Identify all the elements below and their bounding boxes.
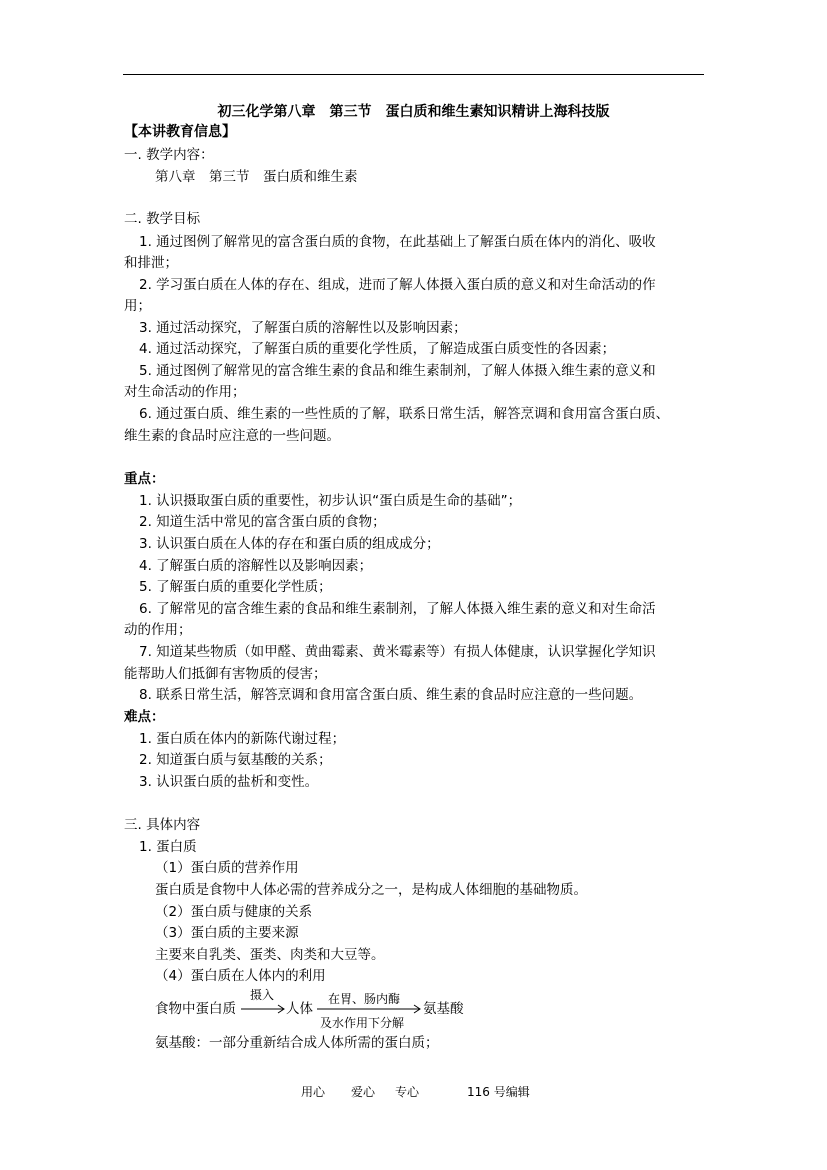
- section-1-body: 第八章 第三节 蛋白质和维生素: [155, 169, 358, 185]
- page-title: 初三化学第八章 第三节 蛋白质和维生素知识精讲上海科技版: [217, 104, 610, 120]
- key-point: 8. 联系日常生活，解答烹调和食用富含蛋白质、维生素的食品时应注意的一些问题。: [139, 687, 643, 703]
- flow-arrow-2-top-label: 在胃、肠内酶: [328, 992, 401, 1006]
- key-point: 5. 了解蛋白质的重要化学性质；: [139, 579, 332, 595]
- goal-line: 4. 通过活动探究，了解蛋白质的重要化学性质，了解造成蛋白质变性的各因素；: [139, 341, 616, 357]
- key-point: 能帮助人们抵御有害物质的侵害；: [124, 666, 327, 682]
- goal-line: 3. 通过活动探究，了解蛋白质的溶解性以及影响因素；: [139, 320, 467, 336]
- flow-arrow-1-label: 摄入: [250, 988, 275, 1002]
- footer-text: 116 号编辑: [467, 1085, 530, 1099]
- key-point: 7. 知道某些物质（如甲醛、黄曲霉素、黄米霉素等）有损人体健康，认识掌握化学知识: [139, 644, 656, 660]
- key-points-heading: 重点：: [124, 471, 165, 487]
- flow-arrow-2-bottom-label: 及水作用下分解: [320, 1016, 405, 1030]
- goal-line: 2. 学习蛋白质在人体的存在、组成，进而了解人体摄入蛋白质的意义和对生命活动的作: [139, 277, 656, 293]
- difficult-points-heading: 难点：: [124, 709, 165, 725]
- footer-text: 用心: [301, 1085, 326, 1099]
- goal-line: 对生命活动的作用；: [124, 384, 246, 400]
- key-point: 动的作用；: [124, 622, 192, 638]
- flow-middle-label: 人体: [286, 1001, 313, 1017]
- key-point: 3. 认识蛋白质在人体的存在和蛋白质的组成成分；: [139, 536, 440, 552]
- content-line: （2）蛋白质与健康的关系: [155, 904, 313, 920]
- section-1-heading: 一. 教学内容：: [124, 147, 214, 163]
- difficult-point: 3. 认识蛋白质的盐析和变性。: [139, 774, 319, 790]
- key-point: 1. 认识摄取蛋白质的重要性，初步认识“蛋白质是生命的基础”；: [139, 493, 522, 509]
- flow-arrow-1-icon: [240, 1003, 286, 1015]
- goal-line: 5. 通过图例了解常见的富含维生素的食品和维生素制剂，了解人体摄入维生素的意义和: [139, 363, 656, 379]
- footer-text: 专心: [395, 1085, 420, 1099]
- content-line: （1）蛋白质的营养作用: [155, 860, 299, 876]
- goal-line: 1. 通过图例了解常见的富含蛋白质的食物，在此基础上了解蛋白质在体内的消化、吸收: [139, 234, 656, 250]
- difficult-point: 1. 蛋白质在体内的新陈代谢过程；: [139, 731, 346, 747]
- key-point: 2. 知道生活中常见的富含蛋白质的食物；: [139, 514, 386, 530]
- goal-line: 用；: [124, 298, 151, 314]
- content-line: 氨基酸：一部分重新结合成人体所需的蛋白质；: [155, 1035, 439, 1051]
- flow-start-label: 食物中蛋白质: [155, 1001, 236, 1017]
- flow-end-label: 氨基酸: [423, 1001, 464, 1017]
- content-line: （3）蛋白质的主要来源: [155, 925, 299, 941]
- info-header: 【本讲教育信息】: [124, 124, 236, 140]
- section-3-subheading: 1. 蛋白质: [139, 839, 197, 855]
- goal-line: 6. 通过蛋白质、维生素的一些性质的了解，联系日常生活，解答烹调和食用富含蛋白质、: [139, 406, 670, 422]
- goal-line: 和排泄；: [124, 255, 178, 271]
- content-line: 主要来自乳类、蛋类、肉类和大豆等。: [155, 947, 385, 963]
- section-3-heading: 三. 具体内容: [124, 817, 201, 833]
- key-point: 6. 了解常见的富含维生素的食品和维生素制剂，了解人体摄入维生素的意义和对生命活: [139, 601, 656, 617]
- goal-line: 维生素的食品时应注意的一些问题。: [124, 428, 340, 444]
- header-rule: [123, 74, 704, 75]
- section-2-heading: 二. 教学目标: [124, 211, 201, 227]
- content-line: （4）蛋白质在人体内的利用: [155, 968, 326, 984]
- content-line: 蛋白质是食物中人体必需的营养成分之一，是构成人体细胞的基础物质。: [155, 882, 587, 898]
- difficult-point: 2. 知道蛋白质与氨基酸的关系；: [139, 752, 332, 768]
- key-point: 4. 了解蛋白质的溶解性以及影响因素；: [139, 558, 373, 574]
- footer-text: 爱心: [351, 1085, 376, 1099]
